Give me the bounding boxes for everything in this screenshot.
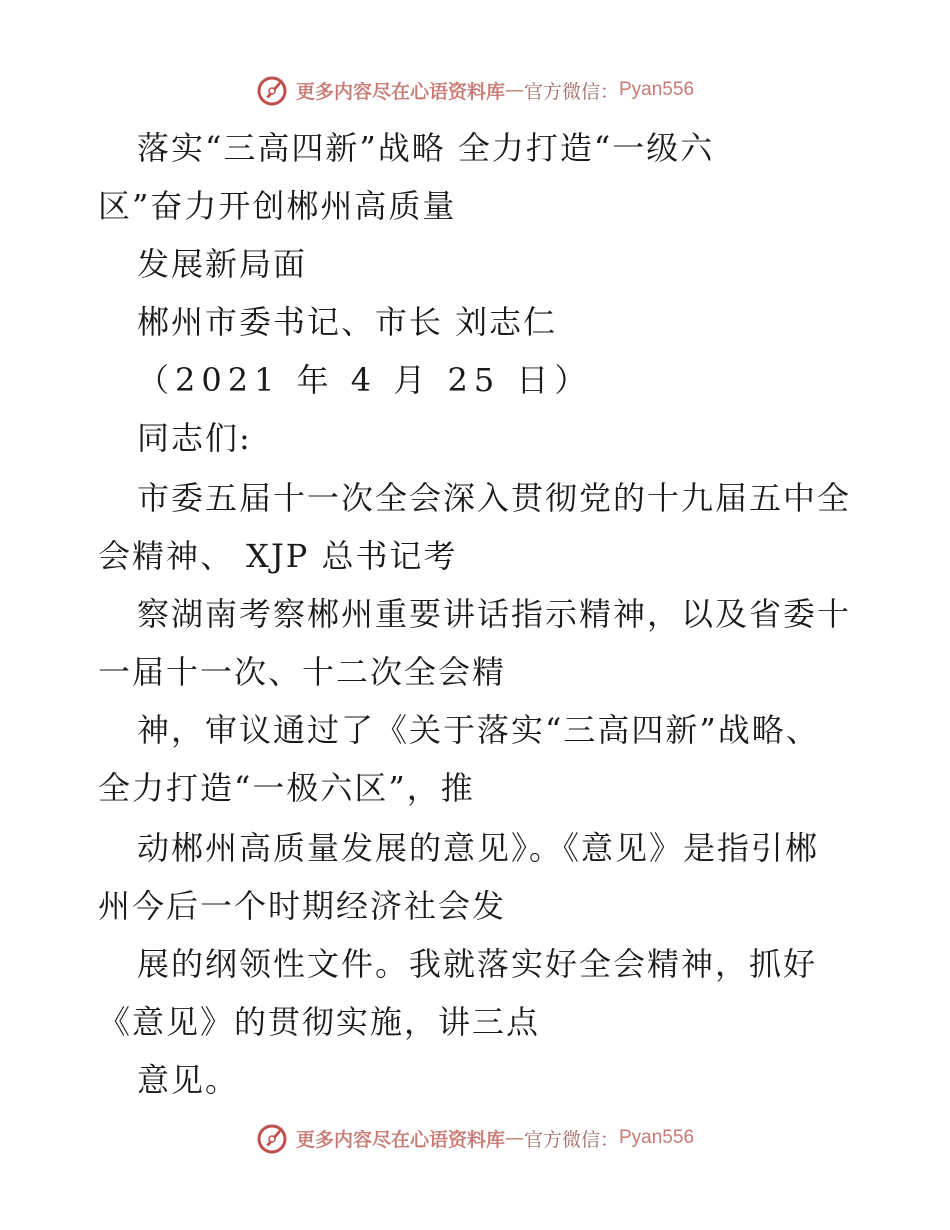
body-line: 《意见》的贯彻实施，讲三点: [98, 1003, 541, 1041]
body-line: 市委五届十一次全会深入贯彻党的十九届五中全: [137, 479, 852, 517]
author-line: 郴州市委书记、市长 刘志仁: [137, 303, 558, 341]
title-line-1: 落实“三高四新”战略 全力打造“一级六: [137, 129, 715, 167]
watermark-label: 官方微信：: [523, 80, 619, 103]
header-watermark: [0, 70, 950, 110]
watermark-id: Pyan556: [619, 1127, 695, 1148]
watermark-separator: —: [504, 79, 524, 101]
body-line: 察湖南考察郴州重要讲话指示精神，以及省委十: [137, 595, 852, 633]
body-line: 州今后一个时期经济社会发: [98, 887, 507, 925]
watermark-label: 官方微信：: [523, 1128, 619, 1151]
footer-watermark: [0, 1118, 950, 1158]
body-line: 动郴州高质量发展的意见》。《意见》是指引郴: [137, 829, 820, 867]
body-line: 神，审议通过了《关于落实“三高四新”战略、: [137, 711, 820, 749]
watermark-separator: —: [504, 1127, 524, 1149]
quill-logo-icon: [256, 1121, 290, 1155]
salutation: 同志们:: [137, 419, 252, 457]
watermark-id: Pyan556: [619, 79, 695, 100]
body-line: 意见。: [137, 1061, 240, 1099]
watermark-text: 更多内容尽在心语资料库: [295, 1128, 505, 1151]
title-line-3: 发展新局面: [137, 245, 308, 283]
body-line: 一届十一次、十二次全会精: [98, 653, 507, 691]
body-line: 全力打造“一极六区”，推: [98, 769, 475, 807]
watermark-text: 更多内容尽在心语资料库: [295, 80, 505, 103]
date-line: （2021 年 4 月 25 日）: [137, 361, 593, 399]
body-line: 会精神、 XJP 总书记考: [98, 537, 458, 575]
title-line-2: 区”奋力开创郴州高质量: [98, 187, 457, 225]
body-line: 展的纲领性文件。我就落实好全会精神，抓好: [137, 945, 818, 983]
quill-logo-icon: [256, 73, 290, 107]
